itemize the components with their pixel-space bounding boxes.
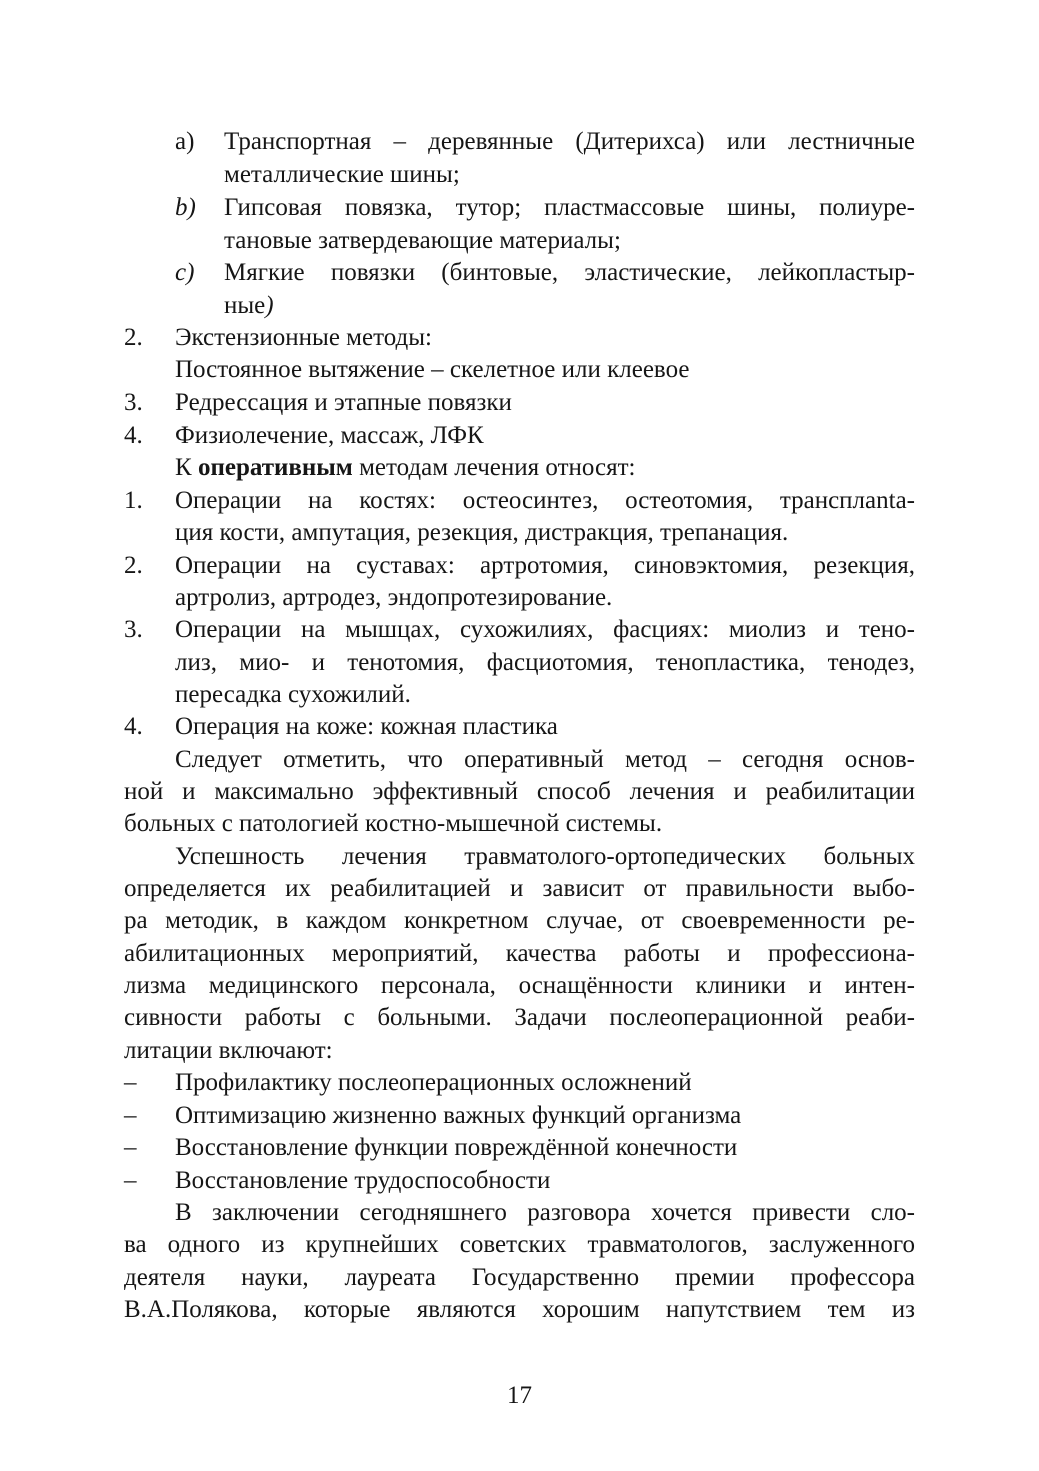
operative-item-4-line-1: Операция на коже: кожная пластика <box>175 713 558 740</box>
operative-item-2-number: 2. <box>124 552 143 579</box>
task-item-4: Восстановление трудоспособности <box>175 1167 551 1194</box>
splint-c-line-2 <box>224 290 274 322</box>
operative-item-1-line-2: ция кости, ампутация, резекция, дистракция, трепанация. <box>175 519 789 546</box>
list-marker-b: b) <box>175 194 196 221</box>
para3-line-3: деятеля науки, лауреата Государственно премии профессора <box>124 1264 915 1291</box>
splint-c-line-2-text: ные <box>224 292 266 319</box>
operative-intro-pre: К <box>175 454 198 481</box>
operative-intro-post: методам лечения относят: <box>352 454 636 481</box>
task-dash-4: – <box>124 1167 137 1194</box>
conservative-item-4-text: Физиолечение, массаж, ЛФК <box>175 422 484 449</box>
conservative-item-3-text: Редрессация и этапные повязки <box>175 389 512 416</box>
para3-line-4: В.А.Полякова, которые являются хорошим напутствием тем из <box>124 1296 915 1323</box>
para1-line-3: больных с патологией костно-мышечной системы. <box>124 810 663 837</box>
operative-item-3-line-3: пересадка сухожилий. <box>175 681 411 708</box>
operative-intro-bold: оперативным <box>197 454 353 481</box>
operative-item-4-number: 4. <box>124 713 143 740</box>
para2-line-7: литации включают: <box>124 1037 333 1064</box>
operative-intro <box>175 452 635 484</box>
para2-line-5: лизма медицинского персонала, оснащённости клиники и интен- <box>124 972 915 999</box>
operative-item-1-number: 1. <box>124 487 143 514</box>
conservative-item-2-subtext: Постоянное вытяжение – скелетное или клеевое <box>175 356 690 383</box>
para2-line-4: абилитационных мероприятий, качества работы и профессиона- <box>124 940 915 967</box>
para3-line-2: ва одного из крупнейших советских травматологов, заслуженного <box>124 1231 915 1258</box>
splint-a-line-2: металлические шины; <box>224 161 460 188</box>
conservative-item-2-number: 2. <box>124 324 143 351</box>
para1-line-1: Следует отметить, что оперативный метод – сегодня основ- <box>175 746 915 773</box>
operative-item-1-line-1: Операции на костях: остеосинтез, остеотомия, трансплanta- <box>175 487 915 514</box>
operative-item-3-line-1: Операции на мышцах, сухожилиях, фасциях: миолиз и тено- <box>175 616 915 643</box>
task-item-3: Восстановление функции повреждённой конечности <box>175 1134 738 1161</box>
operative-item-3-line-2: лиз, мио- и тенотомия, фасциотомия, тенопластика, тенодез, <box>175 649 915 676</box>
para2-line-3: ра методик, в каждом конкретном случае, от своевременности ре- <box>124 907 915 934</box>
para1-line-2: ной и максимально эффективный способ лечения и реабилитации <box>124 778 915 805</box>
list-marker-a: a) <box>175 128 195 155</box>
task-item-2: Оптимизацию жизненно важных функций организма <box>175 1102 742 1129</box>
splint-b-line-1: Гипсовая повязка, тутор; пластмассовые шины, полиуре- <box>224 194 915 221</box>
task-dash-1: – <box>124 1069 137 1096</box>
para2-line-6: сивности работы с больными. Задачи послеоперационной реаби- <box>124 1004 915 1031</box>
splint-a-line-1: Транспортная – деревянные (Дитерихса) или лестничные <box>224 128 915 155</box>
operative-item-3-number: 3. <box>124 616 143 643</box>
operative-item-2-line-1: Операции на суставах: артротомия, синовэктомия, резекция, <box>175 552 915 579</box>
closing-parenthesis: ) <box>265 292 274 319</box>
page-number: 17 <box>507 1382 532 1409</box>
task-dash-2: – <box>124 1102 137 1129</box>
operative-item-2-line-2: артролиз, артродез, эндопротезирование. <box>175 584 613 611</box>
para2-line-2: определяется их реабилитацией и зависит от правильности выбо- <box>124 875 915 902</box>
task-item-1: Профилактику послеоперационных осложнений <box>175 1069 692 1096</box>
list-marker-c: c) <box>175 259 195 286</box>
conservative-item-3-number: 3. <box>124 389 143 416</box>
splint-c-line-1: Мягкие повязки (бинтовые, эластические, лейкопластыр- <box>224 259 915 286</box>
splint-b-line-2: тановые затвердевающие материалы; <box>224 227 621 254</box>
conservative-item-2-text: Экстензионные методы: <box>175 324 432 351</box>
para3-line-1: В заключении сегодняшнего разговора хочется привести сло- <box>175 1199 915 1226</box>
conservative-item-4-number: 4. <box>124 422 143 449</box>
para2-line-1: Успешность лечения травматолого-ортопедических больных <box>175 843 915 870</box>
task-dash-3: – <box>124 1134 137 1161</box>
